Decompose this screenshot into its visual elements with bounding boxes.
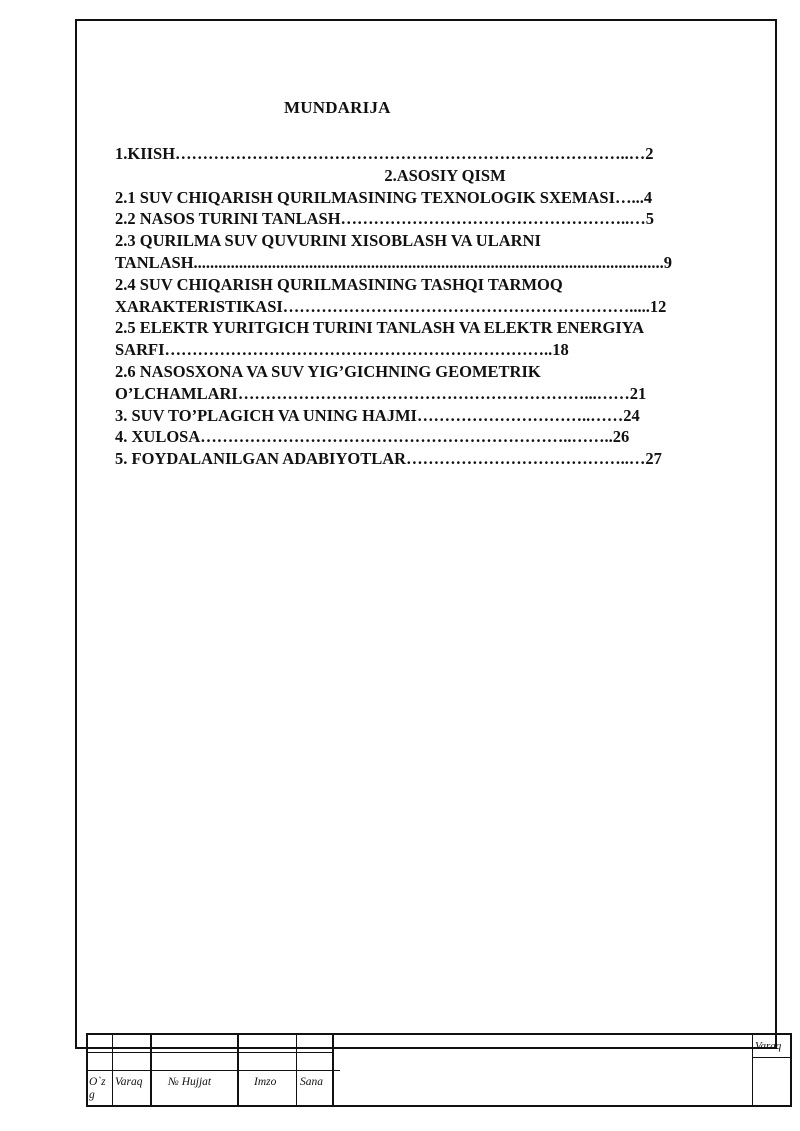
toc-entry: 4. XULOSA…………………………………………………………..……..26 [115, 427, 630, 447]
toc-section-heading: 2.ASOSIY QISM [384, 165, 506, 185]
toc-entry: O’LCHAMLARI………………………………………………………...……21 [115, 383, 647, 403]
stamp-col-line-3 [237, 1033, 239, 1107]
toc-entry: 2.1 SUV CHIQARISH QURILMASINING TEXNOLOGIK SXEMASI…...4 [115, 187, 653, 207]
toc-entry: SARFI……………………………………………………………..18 [115, 340, 569, 360]
stamp-sheet-label: Varaq [755, 1040, 782, 1052]
stamp-col-line-4 [296, 1033, 297, 1107]
stamp-left-line [86, 1033, 88, 1107]
stamp-row-line-2 [86, 1070, 340, 1071]
toc-entry: 2.5 ELEKTR YURITGICH TURINI TANLASH VA ELEKTR ENERGIYA [115, 318, 645, 338]
toc-entry: XARAKTERISTIKASI……………………………………………………….....12 [115, 296, 667, 316]
stamp-sana-label: Sana [300, 1076, 323, 1088]
stamp-right-line [790, 1033, 792, 1107]
toc-entry: 5. FOYDALANILGAN ADABIYOTLAR…………………………………..…27 [115, 449, 662, 469]
stamp-col-line-5 [332, 1033, 334, 1107]
table-of-contents [115, 143, 755, 470]
stamp-sheet-col-line [752, 1033, 753, 1107]
stamp-varaq-label: Varaq [115, 1076, 143, 1088]
stamp-top-line [86, 1033, 792, 1035]
toc-entry: 2.3 QURILMA SUV QUVURINI XISOBLASH VA ULARNI [115, 231, 541, 251]
stamp-imzo-label: Imzo [254, 1076, 277, 1088]
stamp-sheet-line [752, 1057, 792, 1058]
title-block-stamp [86, 1033, 792, 1107]
stamp-ozg-label: O`z g [89, 1076, 106, 1101]
toc-entry: 2.6 NASOSXONA VA SUV YIG’GICHNING GEOMETRIK [115, 361, 541, 381]
toc-entry: TANLASH..................................................................................................................9 [115, 252, 673, 272]
stamp-col-line-2 [150, 1033, 152, 1107]
toc-entry: 3. SUV TO’PLAGICH VA UNING HAJMI…………………………..……24 [115, 405, 640, 425]
stamp-bottom-line [86, 1105, 792, 1107]
stamp-col-line-1 [112, 1033, 113, 1107]
stamp-hujjat-label: № Hujjat [168, 1076, 212, 1088]
document-title: MUNDARIJA [284, 98, 391, 117]
toc-entry: 2.2 NASOS TURINI TANLASH……………………………………………..…5 [115, 209, 655, 229]
toc-entry: 2.4 SUV CHIQARISH QURILMASINING TASHQI TARMOQ [115, 274, 563, 294]
toc-entry: 1.KIISH………………………………………………………………………..…2 [115, 144, 654, 163]
